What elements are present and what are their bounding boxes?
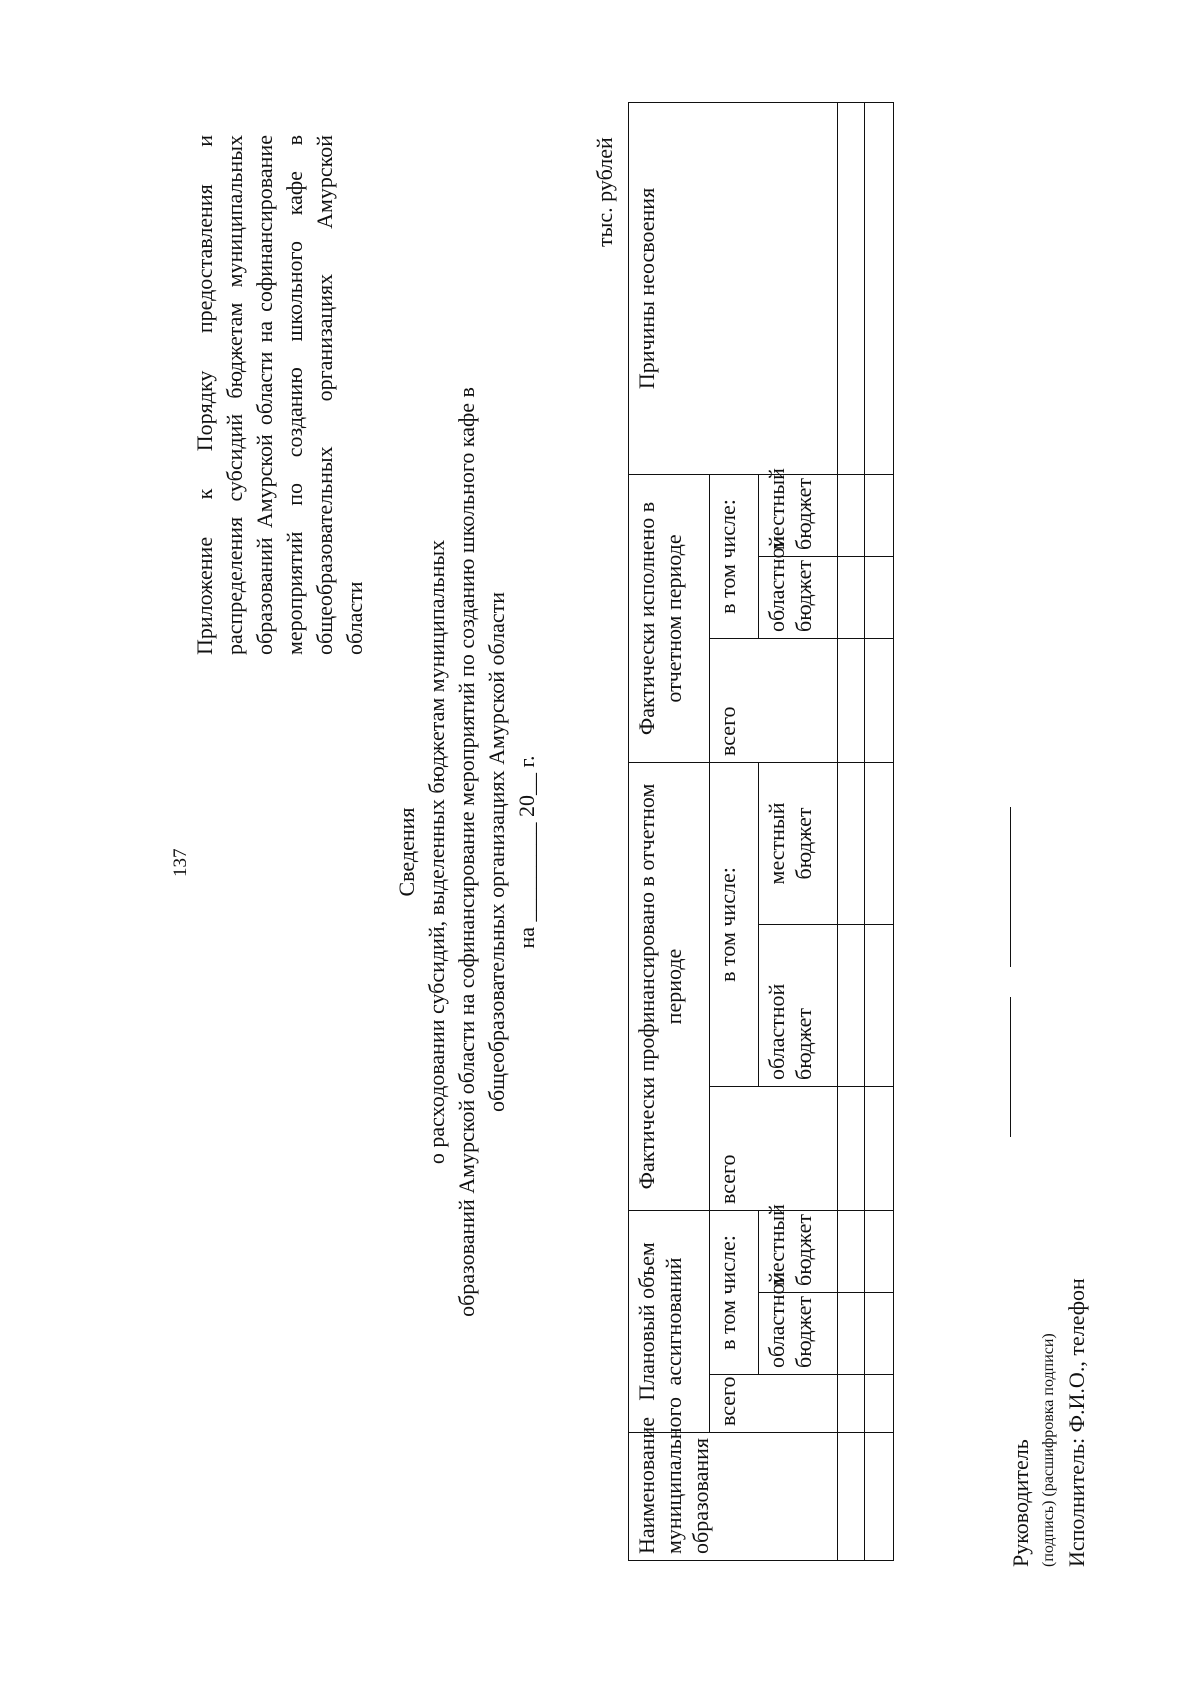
table-cell	[838, 1375, 865, 1433]
title-line-5: на _________ 20__ г.	[514, 755, 539, 949]
table-cell	[865, 762, 894, 924]
title-line-3: образований Амурской области на софинансирование мероприятий по созданию школьного кафе в	[454, 387, 479, 1317]
document-title	[392, 167, 542, 1537]
title-line-1: Сведения	[394, 807, 419, 897]
header-planned-total: всего	[710, 1375, 838, 1433]
table-cell	[865, 638, 894, 762]
table-cell	[838, 1293, 865, 1375]
header-executed-local: местный бюджет	[759, 474, 838, 556]
header-executed-total: всего	[710, 638, 838, 762]
header-planned-regional: областной бюджет	[759, 1293, 838, 1375]
signature-line	[1010, 997, 1011, 1137]
header-financed: Фактически профинансировано в отчетном периоде	[629, 762, 710, 1210]
page-number: 137	[170, 848, 191, 877]
table-cell	[838, 102, 865, 474]
header-executed: Фактически исполнено в отчетном периоде	[629, 474, 710, 762]
header-executed-including: в том числе:	[710, 474, 759, 638]
table-cell	[838, 1211, 865, 1293]
table-cell	[865, 1087, 894, 1211]
table-cell	[838, 762, 865, 924]
table-cell	[838, 1087, 865, 1211]
header-planned-local: местный бюджет	[759, 1211, 838, 1293]
table-cell	[838, 556, 865, 638]
table-cell	[865, 925, 894, 1087]
table-cell	[865, 1375, 894, 1433]
table-cell	[838, 474, 865, 556]
executor-label: Исполнитель: Ф.И.О., телефон	[1064, 1278, 1089, 1567]
table-cell	[838, 1433, 865, 1561]
table-cell	[838, 638, 865, 762]
table-row	[838, 102, 865, 1560]
header-financed-local: местный бюджет	[759, 762, 838, 924]
table-cell	[838, 925, 865, 1087]
table-cell	[865, 1433, 894, 1561]
signature-caption: (подпись) (расшифровка подписи)	[1040, 1333, 1057, 1567]
report-table	[628, 102, 894, 1561]
appendix-note: Приложение к Порядку предоставления и распределения субсидий бюджетам муниципальных образований Амурской области на софинансирование мероприятий по созданию школьного кафе в общеобразовательных организациях Амурской области	[192, 135, 367, 655]
units-label: тыс. рублей	[592, 137, 617, 247]
table-cell	[865, 474, 894, 556]
header-financed-including: в том числе:	[710, 762, 759, 1086]
table-cell	[865, 1293, 894, 1375]
header-municipality: Наименование муниципального образования	[629, 1433, 838, 1561]
table-cell	[865, 102, 894, 474]
title-line-4: общеобразовательных организациях Амурской области	[484, 591, 509, 1113]
header-executed-regional: областной бюджет	[759, 556, 838, 638]
header-financed-regional: областной бюджет	[759, 925, 838, 1087]
header-planned: Плановый объем ассигнований	[629, 1211, 710, 1433]
header-planned-including: в том числе:	[710, 1211, 759, 1375]
table-cell	[865, 1211, 894, 1293]
name-line	[1010, 807, 1011, 967]
header-reasons: Причины неосвоения	[629, 102, 838, 474]
title-line-2: о расходовании субсидий, выделенных бюджетам муниципальных	[424, 539, 449, 1165]
table-cell	[865, 556, 894, 638]
table-row	[865, 102, 894, 1560]
head-label: Руководитель	[1008, 1439, 1033, 1567]
header-financed-total: всего	[710, 1087, 838, 1211]
